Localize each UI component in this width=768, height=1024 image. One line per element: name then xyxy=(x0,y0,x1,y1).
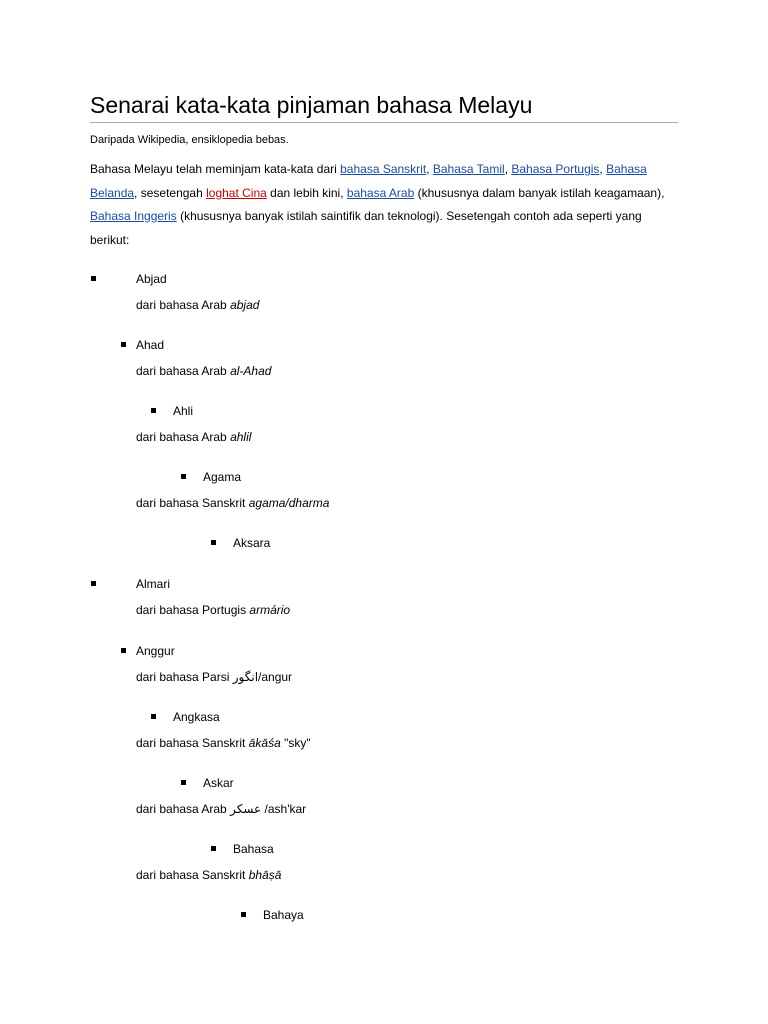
intro-text: (khususnya dalam banyak istilah keagamaan), xyxy=(414,185,665,200)
origin-word: bhāṣā xyxy=(248,868,282,882)
link-bahasa-inggeris[interactable]: Bahasa Inggeris xyxy=(90,209,177,223)
origin-word: ahlil xyxy=(230,430,252,444)
link-bahasa-belanda[interactable]: Bahasa Belanda xyxy=(90,162,647,200)
list-bullet xyxy=(121,648,126,653)
link-bahasa-portugis[interactable]: Bahasa Portugis xyxy=(511,162,600,176)
entry-origin xyxy=(136,429,251,445)
entry-term: Askar xyxy=(203,776,234,790)
list-bullet xyxy=(211,846,216,851)
origin-suffix: انگور/angur xyxy=(232,670,293,684)
intro-paragraph xyxy=(90,158,665,252)
list-bullet xyxy=(211,540,216,545)
link-bahasa-arab[interactable]: bahasa Arab xyxy=(346,185,415,200)
entry-term: Ahad xyxy=(136,338,165,352)
list-bullet xyxy=(151,408,156,413)
list-bullet xyxy=(91,581,96,586)
origin-prefix: dari bahasa Sanskrit xyxy=(136,736,249,750)
entry-origin xyxy=(136,602,290,618)
page-title: Senarai kata-kata pinjaman bahasa Melayu xyxy=(90,92,533,118)
origin-word: armário xyxy=(249,603,291,617)
entry-term: Angkasa xyxy=(173,710,220,724)
list-bullet xyxy=(91,276,96,281)
entry-origin xyxy=(136,363,271,379)
entry-term: Bahasa xyxy=(233,842,274,856)
entry-term: Anggur xyxy=(136,644,175,658)
entry-origin xyxy=(136,669,292,685)
origin-word: al-Ahad xyxy=(230,364,272,378)
intro-text: Bahasa Melayu telah meminjam kata-kata dari xyxy=(90,162,341,176)
origin-prefix: dari bahasa Sanskrit xyxy=(136,868,249,882)
intro-text: , xyxy=(599,162,607,176)
link-bahasa-sanskrit[interactable]: bahasa Sanskrit xyxy=(340,162,427,176)
entry-term: Almari xyxy=(136,577,171,591)
entry-origin xyxy=(136,867,281,883)
origin-prefix: dari bahasa Arab xyxy=(136,298,231,312)
link-loghat-cina[interactable]: loghat Cina xyxy=(206,185,267,200)
list-bullet xyxy=(121,342,126,347)
list-bullet xyxy=(241,912,246,917)
entry-origin xyxy=(136,801,306,817)
entry-origin xyxy=(136,297,259,313)
entry-term: Agama xyxy=(203,470,242,484)
origin-suffix: عسكر /ash'kar xyxy=(230,802,307,816)
origin-prefix: dari bahasa Arab xyxy=(136,802,231,816)
origin-suffix: "sky" xyxy=(280,736,311,750)
origin-word: ākāśa xyxy=(248,736,281,750)
entry-term: Ahli xyxy=(173,404,194,418)
origin-prefix: dari bahasa Arab xyxy=(136,430,231,444)
origin-word: agama/dharma xyxy=(248,496,330,510)
list-bullet xyxy=(181,474,186,479)
intro-text: , xyxy=(426,162,433,176)
entry-term: Bahaya xyxy=(263,908,304,922)
entry-origin xyxy=(136,495,329,511)
origin-prefix: dari bahasa Portugis xyxy=(136,603,250,617)
intro-text: , sesetengah xyxy=(134,185,207,200)
origin-prefix: dari bahasa Arab xyxy=(136,364,231,378)
origin-word: abjad xyxy=(230,298,260,312)
intro-text: dan lebih kini, xyxy=(266,185,347,200)
title-divider xyxy=(90,122,678,123)
origin-prefix: dari bahasa Parsi xyxy=(136,670,233,684)
list-bullet xyxy=(151,714,156,719)
origin-prefix: dari bahasa Sanskrit xyxy=(136,496,249,510)
link-bahasa-tamil[interactable]: Bahasa Tamil xyxy=(432,162,505,176)
entry-term: Abjad xyxy=(136,272,167,286)
intro-text: (khususnya banyak istilah saintifik dan teknologi). Sesetengah contoh ada seperti yang berikut: xyxy=(90,209,642,247)
entry-term: Aksara xyxy=(233,536,271,550)
list-bullet xyxy=(181,780,186,785)
source-line: Daripada Wikipedia, ensiklopedia bebas. xyxy=(90,134,289,146)
intro-text: , xyxy=(504,162,512,176)
entry-origin xyxy=(136,735,311,751)
